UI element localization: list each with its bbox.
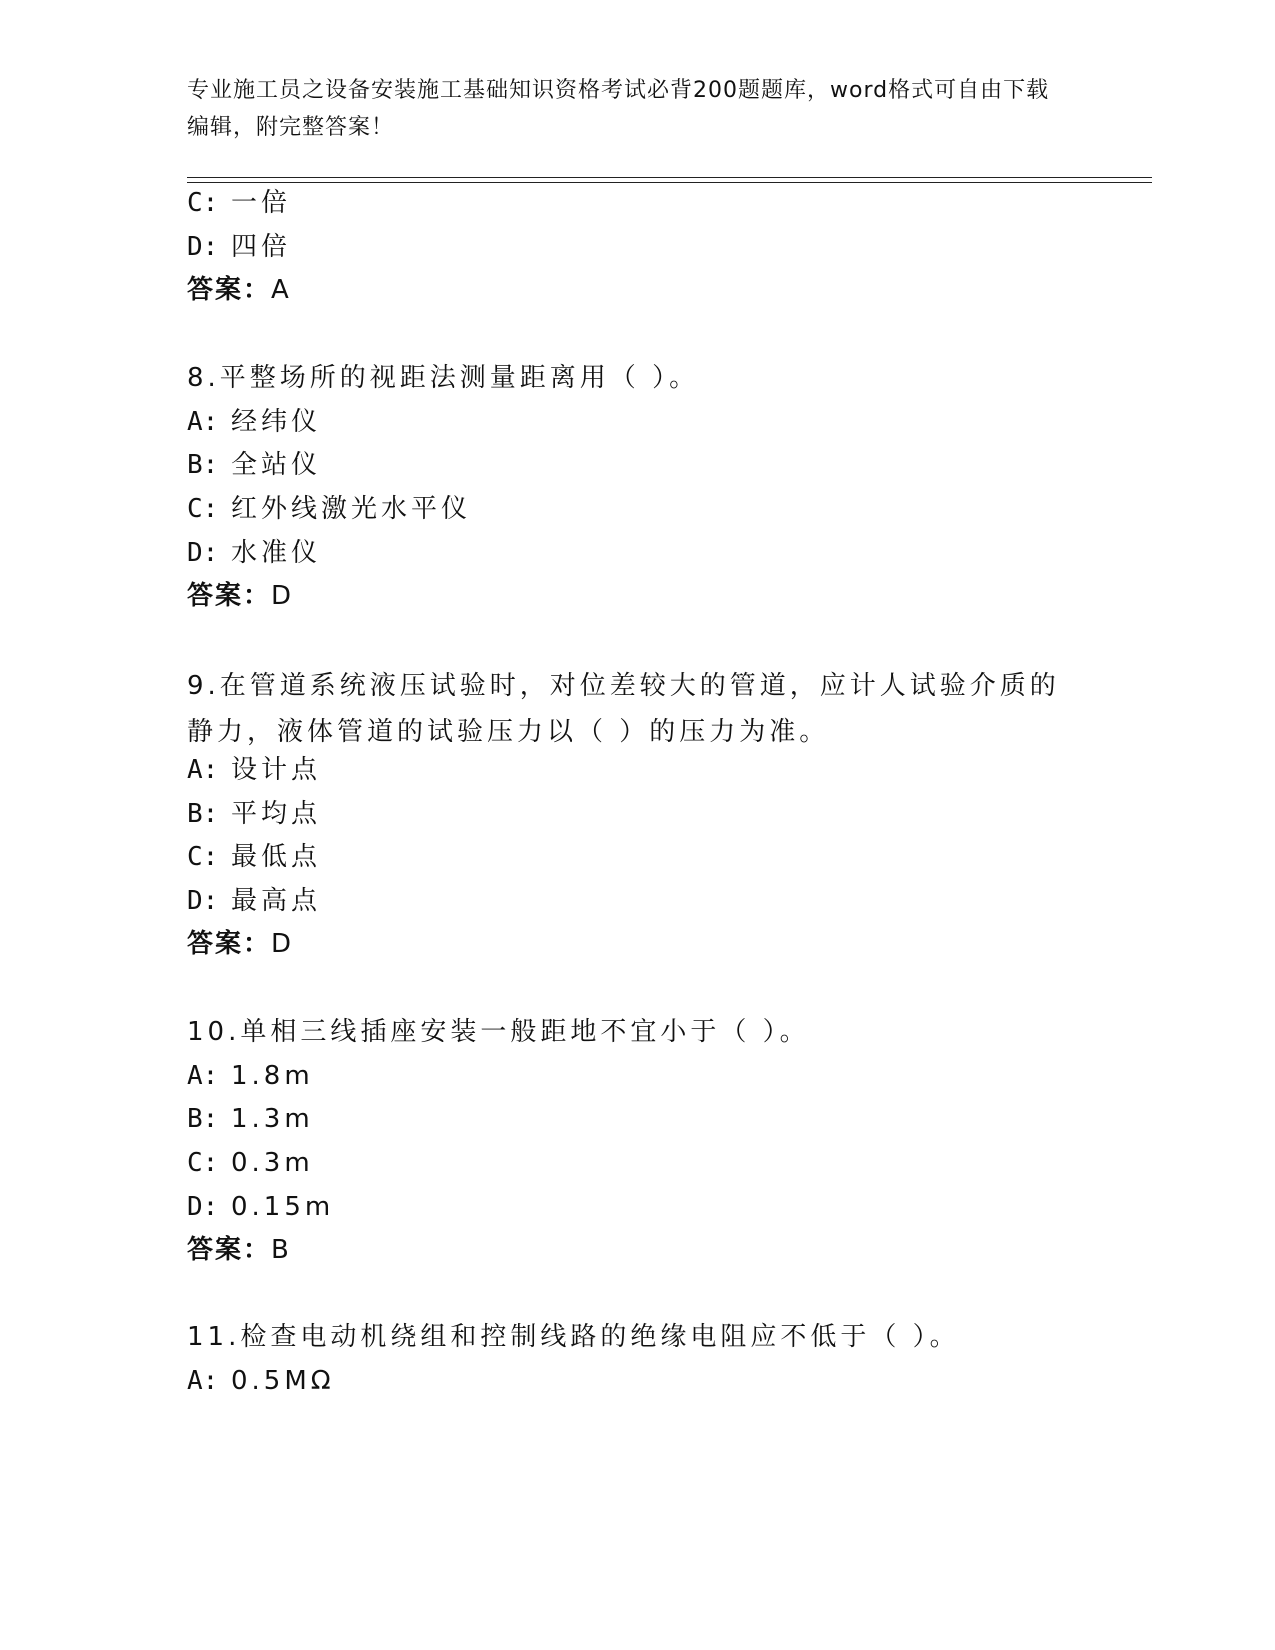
answer-label: 答案： <box>187 1235 272 1265</box>
option-text: 最低点 <box>231 842 322 872</box>
option-label: A: <box>187 1366 219 1396</box>
answer-label: 答案： <box>187 581 272 611</box>
option-text: 经纬仪 <box>231 407 322 437</box>
q10-stem: 10.单相三线插座安装一般距地不宜小于（ ）。 <box>187 1017 810 1047</box>
q7-answer <box>187 273 291 307</box>
answer-value: A <box>271 275 291 305</box>
q9-option-c <box>187 840 321 874</box>
option-label: C: <box>187 188 219 218</box>
option-text: 平均点 <box>231 799 322 829</box>
option-label: D: <box>187 538 219 568</box>
option-text: 四倍 <box>231 232 292 262</box>
q9-stem: 9.在管道系统液压试验时，对位差较大的管道，应计人试验介质的静力，液体管道的试验压力以（ ）的压力为准。 <box>187 671 1060 747</box>
answer-label: 答案： <box>187 929 272 959</box>
q10-option-c <box>187 1146 314 1180</box>
option-label: B: <box>187 799 219 829</box>
answer-value: B <box>271 1235 291 1265</box>
answer-value: D <box>271 929 294 959</box>
q9-option-b <box>187 797 321 831</box>
option-label: A: <box>187 407 219 437</box>
q8-option-b <box>187 448 321 482</box>
q7-option-d <box>187 230 291 264</box>
answer-value: D <box>271 581 294 611</box>
option-text: 红外线激光水平仪 <box>231 494 472 524</box>
q9-option-d <box>187 884 321 918</box>
option-label: D: <box>187 1192 219 1222</box>
option-text: 1.8m <box>231 1061 314 1091</box>
header-divider-top <box>187 177 1152 178</box>
q10-option-d <box>187 1190 334 1224</box>
option-text: 0.15m <box>231 1192 335 1222</box>
q7-option-c <box>187 186 291 220</box>
option-label: D: <box>187 886 219 916</box>
option-label: B: <box>187 450 219 480</box>
option-label: C: <box>187 1148 219 1178</box>
q8-stem: 8.平整场所的视距法测量距离用（ ）。 <box>187 363 700 393</box>
q8-answer <box>187 579 293 613</box>
option-text: 1.3m <box>231 1104 314 1134</box>
option-text: 全站仪 <box>231 450 322 480</box>
option-text: 设计点 <box>231 755 322 785</box>
option-text: 水准仪 <box>231 538 322 568</box>
option-label: A: <box>187 755 219 785</box>
option-label: C: <box>187 842 219 872</box>
answer-label: 答案： <box>187 275 272 305</box>
option-text: 最高点 <box>231 886 322 916</box>
header-divider-bottom <box>187 182 1152 183</box>
q9-answer <box>187 927 293 961</box>
option-text: 0.3m <box>231 1148 314 1178</box>
q11-stem: 11.检查电动机绕组和控制线路的绝缘电阻应不低于（ ）。 <box>187 1322 960 1352</box>
option-label: A: <box>187 1061 219 1091</box>
q10-answer <box>187 1233 291 1267</box>
q8-option-d <box>187 536 321 570</box>
q11-option-a <box>187 1364 335 1398</box>
document-header: 专业施工员之设备安装施工基础知识资格考试必背200题题库，word格式可自由下载编辑，附完整答案！ <box>187 78 1050 140</box>
q10-option-b <box>187 1102 314 1136</box>
option-label: D: <box>187 232 219 262</box>
option-text: 一倍 <box>231 188 292 218</box>
q9-option-a <box>187 753 321 787</box>
option-label: C: <box>187 494 219 524</box>
q8-option-a <box>187 405 321 439</box>
q10-option-a <box>187 1059 314 1093</box>
option-text: 0.5MΩ <box>231 1366 335 1396</box>
option-label: B: <box>187 1104 219 1134</box>
q8-option-c <box>187 492 471 526</box>
